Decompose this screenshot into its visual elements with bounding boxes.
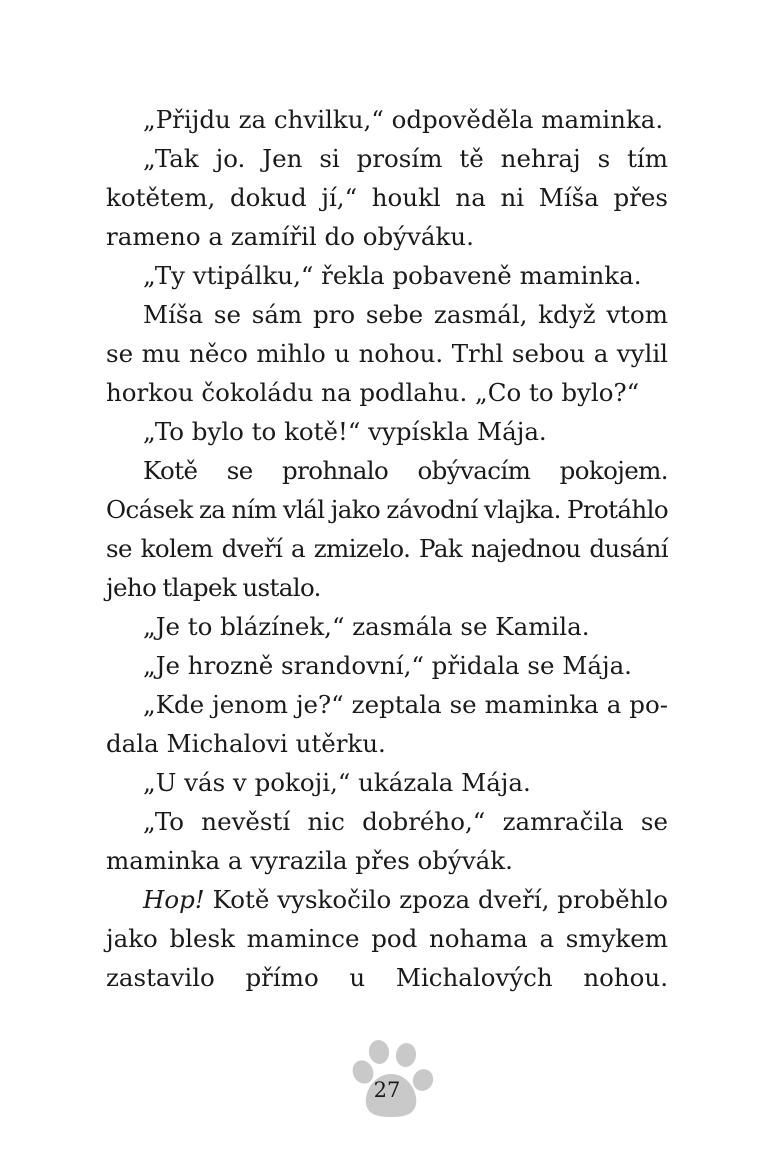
paragraph: „Je hrozně srandovní,“ přidala se Mája. xyxy=(143,651,632,680)
paragraph: „Kde jenom je?“ zeptala se maminka a podala Michalovi utěrku. xyxy=(106,690,668,758)
paragraph: „Ty vtipálku,“ řekla pobaveně maminka. xyxy=(143,261,642,290)
page-body xyxy=(106,100,668,997)
paragraph: „Přijdu za chvilku,“ odpověděla maminka. xyxy=(143,105,664,134)
paragraph: „Tak jo. Jen si prosím tě nehraj s tím kotětem, dokud jí,“ houkl na ni Míša přes rameno a zamířil do obýváku. xyxy=(106,144,668,251)
paragraph: Míša se sám pro sebe zasmál, když vtom se mu něco mihlo u nohou. Trhl sebou a vylil horkou čokoládu na podlahu. „Co to bylo?“ xyxy=(106,300,668,407)
paragraph-rest: Kotě vyskočilo zpoza dveří, proběhlo jako blesk mamince pod nohama a smykem zastavilo přímo u Michalových nohou. xyxy=(106,885,668,992)
paw-toe xyxy=(394,1041,418,1068)
paragraph: Kotě se prohnalo obývacím pokojem. Ocásek za ním vlál jako závodní vlajka. Protáhlo se kolem dveří a zmizelo. Pak najednou dusání jeho tlapek ustalo. xyxy=(106,456,668,602)
paragraph-last xyxy=(106,880,668,997)
paragraph: „To bylo to kotě!“ vypískla Mája. xyxy=(143,417,547,446)
italic-interjection: Hop! xyxy=(143,885,205,914)
paragraph: „U vás v pokoji,“ ukázala Mája. xyxy=(143,768,531,797)
paragraph: „To nevěstí nic dobrého,“ zamračila se maminka a vyrazila přes obývák. xyxy=(106,807,668,875)
paw-toe xyxy=(367,1039,390,1066)
paragraph: „Je to blázínek,“ zasmála se Kamila. xyxy=(143,612,590,641)
page-number: 27 xyxy=(373,1078,401,1102)
